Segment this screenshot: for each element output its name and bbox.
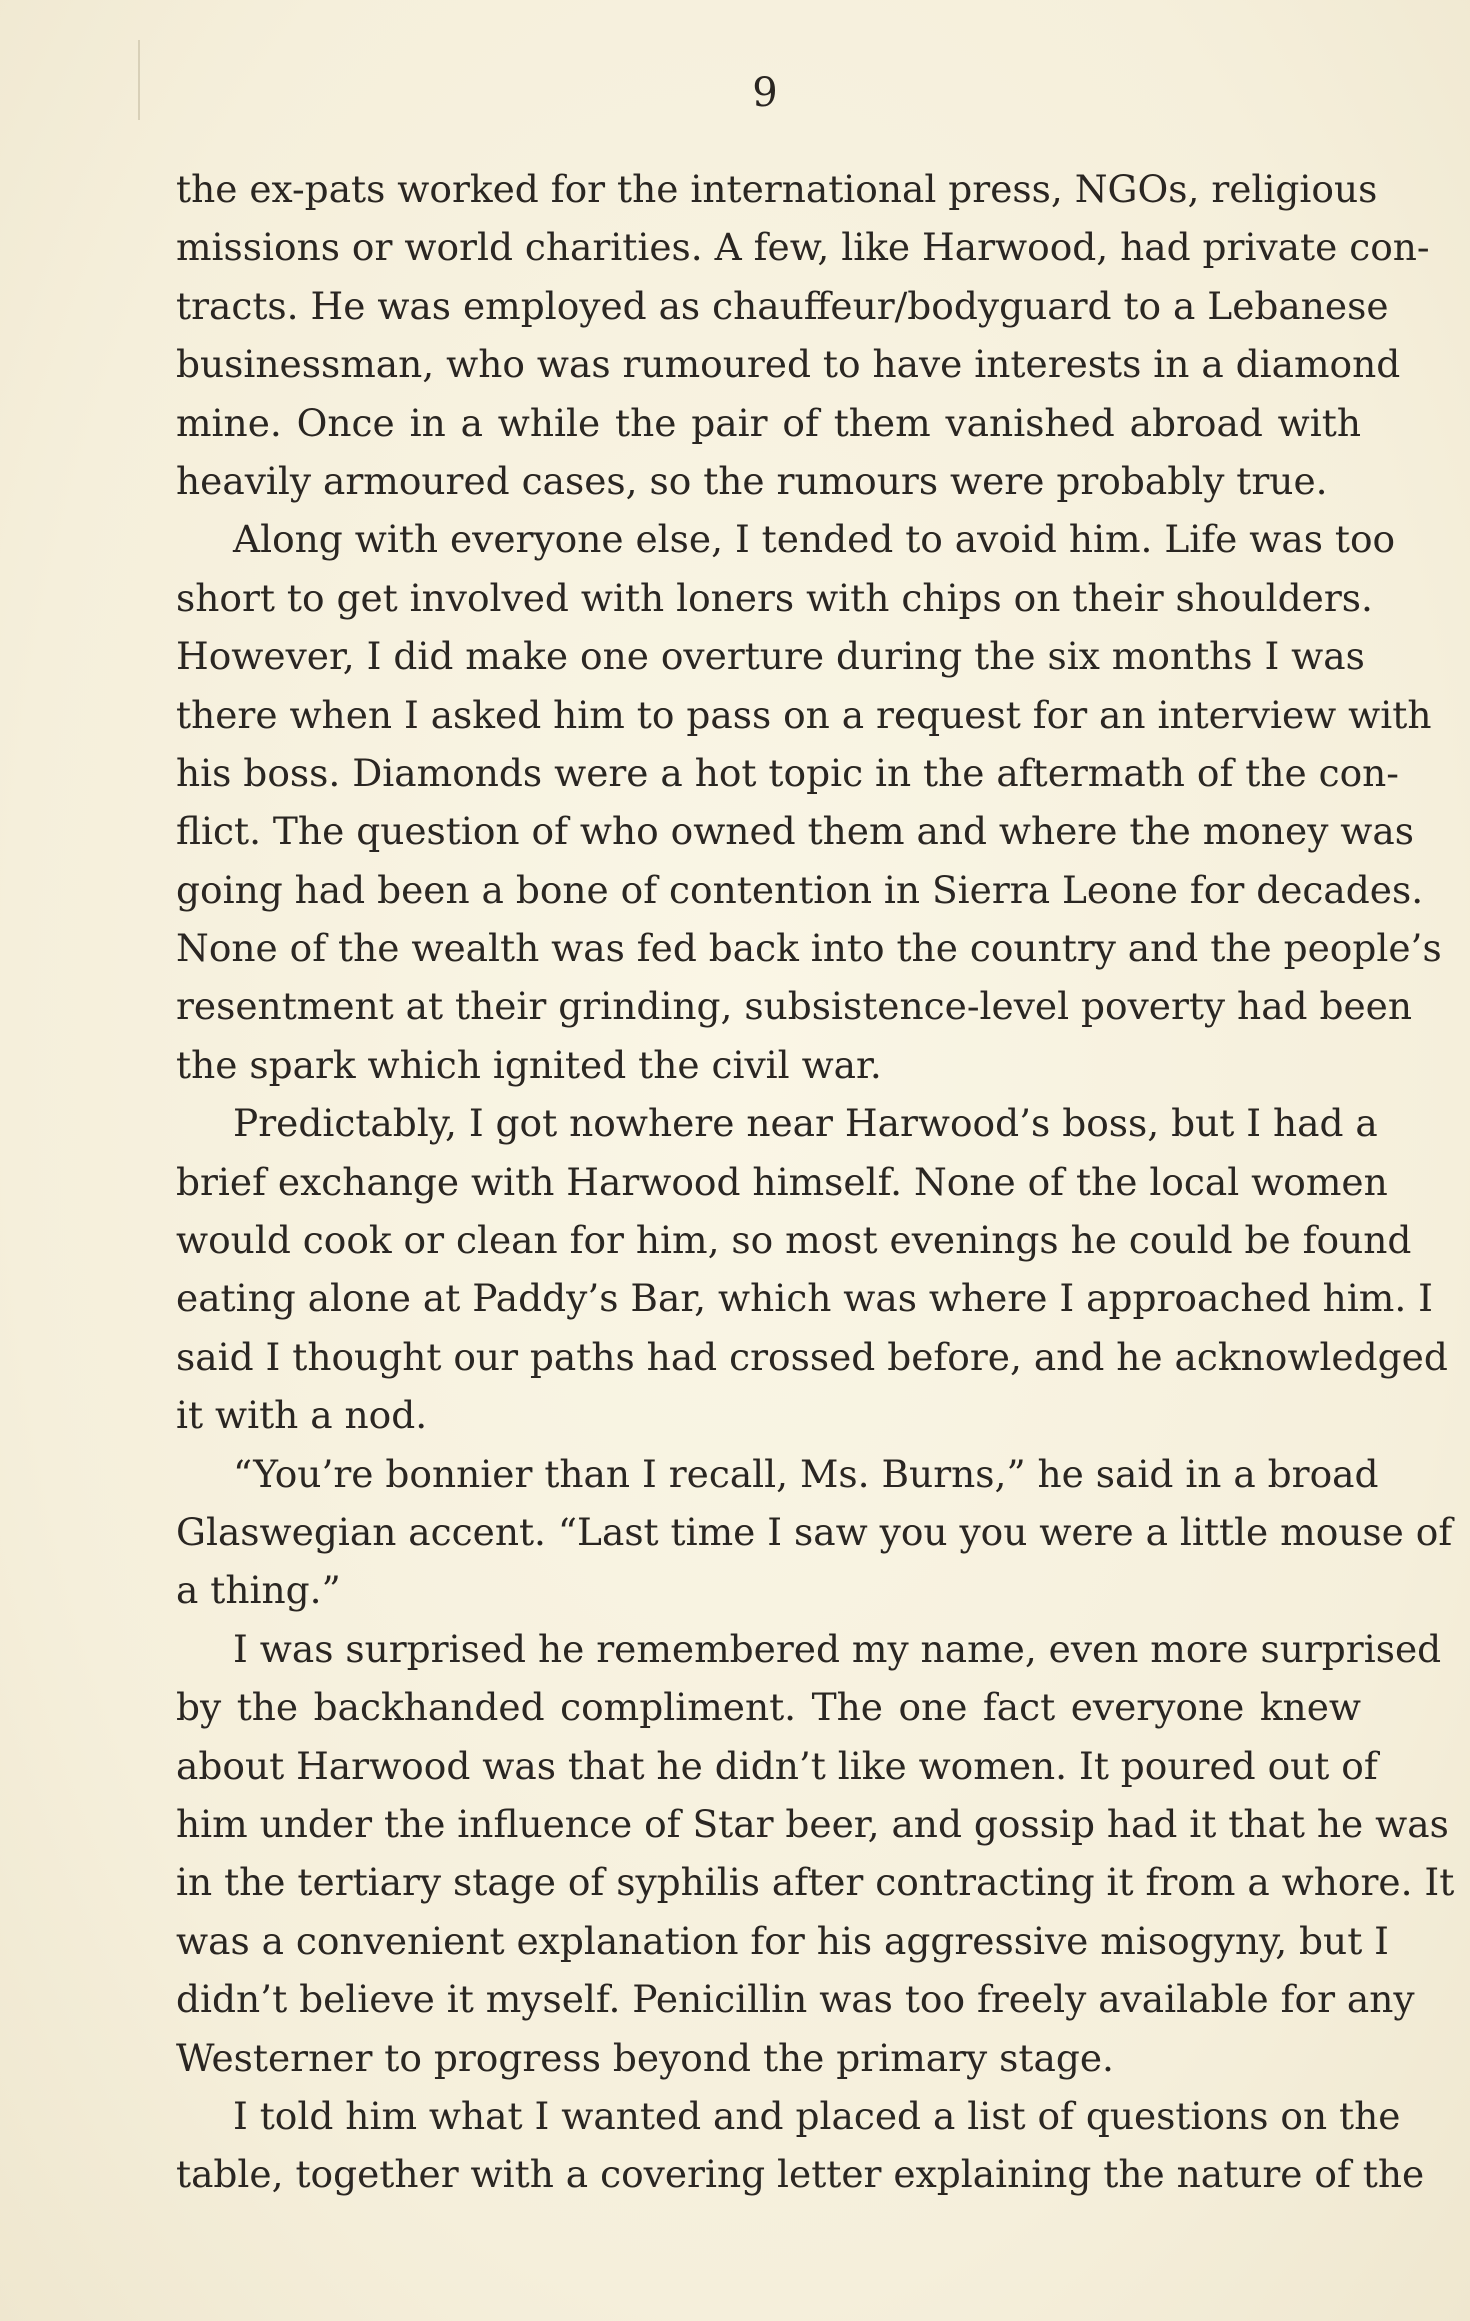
text-line: eating alone at Paddy’s Bar, which was where I approached him. I (176, 1276, 1433, 1321)
text-line: Along with everyone else, I tended to avoid him. Life was too (233, 517, 1396, 562)
text-line: it with a nod. (176, 1393, 428, 1438)
text-line: However, I did make one overture during the six months I was (176, 634, 1365, 679)
text-line: Predictably, I got nowhere near Harwood’s boss, but I had a (233, 1101, 1378, 1146)
text-line: a thing.” (176, 1568, 341, 1613)
text-line: said I thought our paths had crossed before, and he acknowledged (176, 1334, 1448, 1379)
text-line: mine. Once in a while the pair of them vanished abroad with (176, 400, 1361, 445)
text-line: would cook or clean for him, so most evenings he could be found (176, 1218, 1412, 1263)
text-line: None of the wealth was fed back into the country and the people’s (176, 926, 1442, 971)
page-number: 9 (752, 70, 778, 116)
body-text (176, 160, 1455, 2204)
text-line: short to get involved with loners with chips on their shoulders. (176, 575, 1373, 620)
text-line: there when I asked him to pass on a request for an interview with (176, 692, 1432, 737)
text-line: didn’t believe it myself. Penicillin was too freely available for any (176, 1977, 1415, 2022)
text-line: in the tertiary stage of syphilis after contracting it from a whore. It (176, 1860, 1455, 1905)
text-line: was a convenient explanation for his aggressive misogyny, but I (176, 1918, 1390, 1963)
text-line: Glaswegian accent. “Last time I saw you you were a little mouse of (176, 1509, 1453, 1554)
text-line: brief exchange with Harwood himself. None of the local women (176, 1159, 1388, 1204)
text-line: about Harwood was that he didn’t like women. It poured out of (176, 1743, 1378, 1788)
text-line: missions or world charities. A few, like Harwood, had private con- (176, 225, 1430, 270)
text-line: his boss. Diamonds were a hot topic in the aftermath of the con- (176, 750, 1399, 795)
text-line: heavily armoured cases, so the rumours were probably true. (176, 458, 1328, 503)
text-line: the ex-pats worked for the international press, NGOs, religious (176, 167, 1378, 211)
text-line: going had been a bone of contention in Sierra Leone for decades. (176, 867, 1424, 912)
text-line: him under the influence of Star beer, and gossip had it that he was (176, 1801, 1449, 1846)
text-line: I was surprised he remembered my name, even more surprised (233, 1626, 1442, 1671)
text-line: flict. The question of who owned them and where the money was (176, 809, 1414, 854)
text-line: tracts. He was employed as chauffeur/bodyguard to a Lebanese (176, 283, 1389, 328)
text-line: by the backhanded compliment. The one fact everyone knew (176, 1685, 1361, 1730)
text-line: table, together with a covering letter explaining the nature of the (176, 2152, 1425, 2197)
text-line: “You’re bonnier than I recall, Ms. Burns,” he said in a broad (233, 1451, 1379, 1496)
text-line: resentment at their grinding, subsistence-level poverty had been (176, 984, 1413, 1029)
text-line: the spark which ignited the civil war. (176, 1042, 882, 1087)
text-line: businessman, who was rumoured to have interests in a diamond (176, 342, 1401, 387)
text-line: I told him what I wanted and placed a list of questions on the (233, 2093, 1401, 2138)
text-line: Westerner to progress beyond the primary stage. (176, 2035, 1114, 2080)
